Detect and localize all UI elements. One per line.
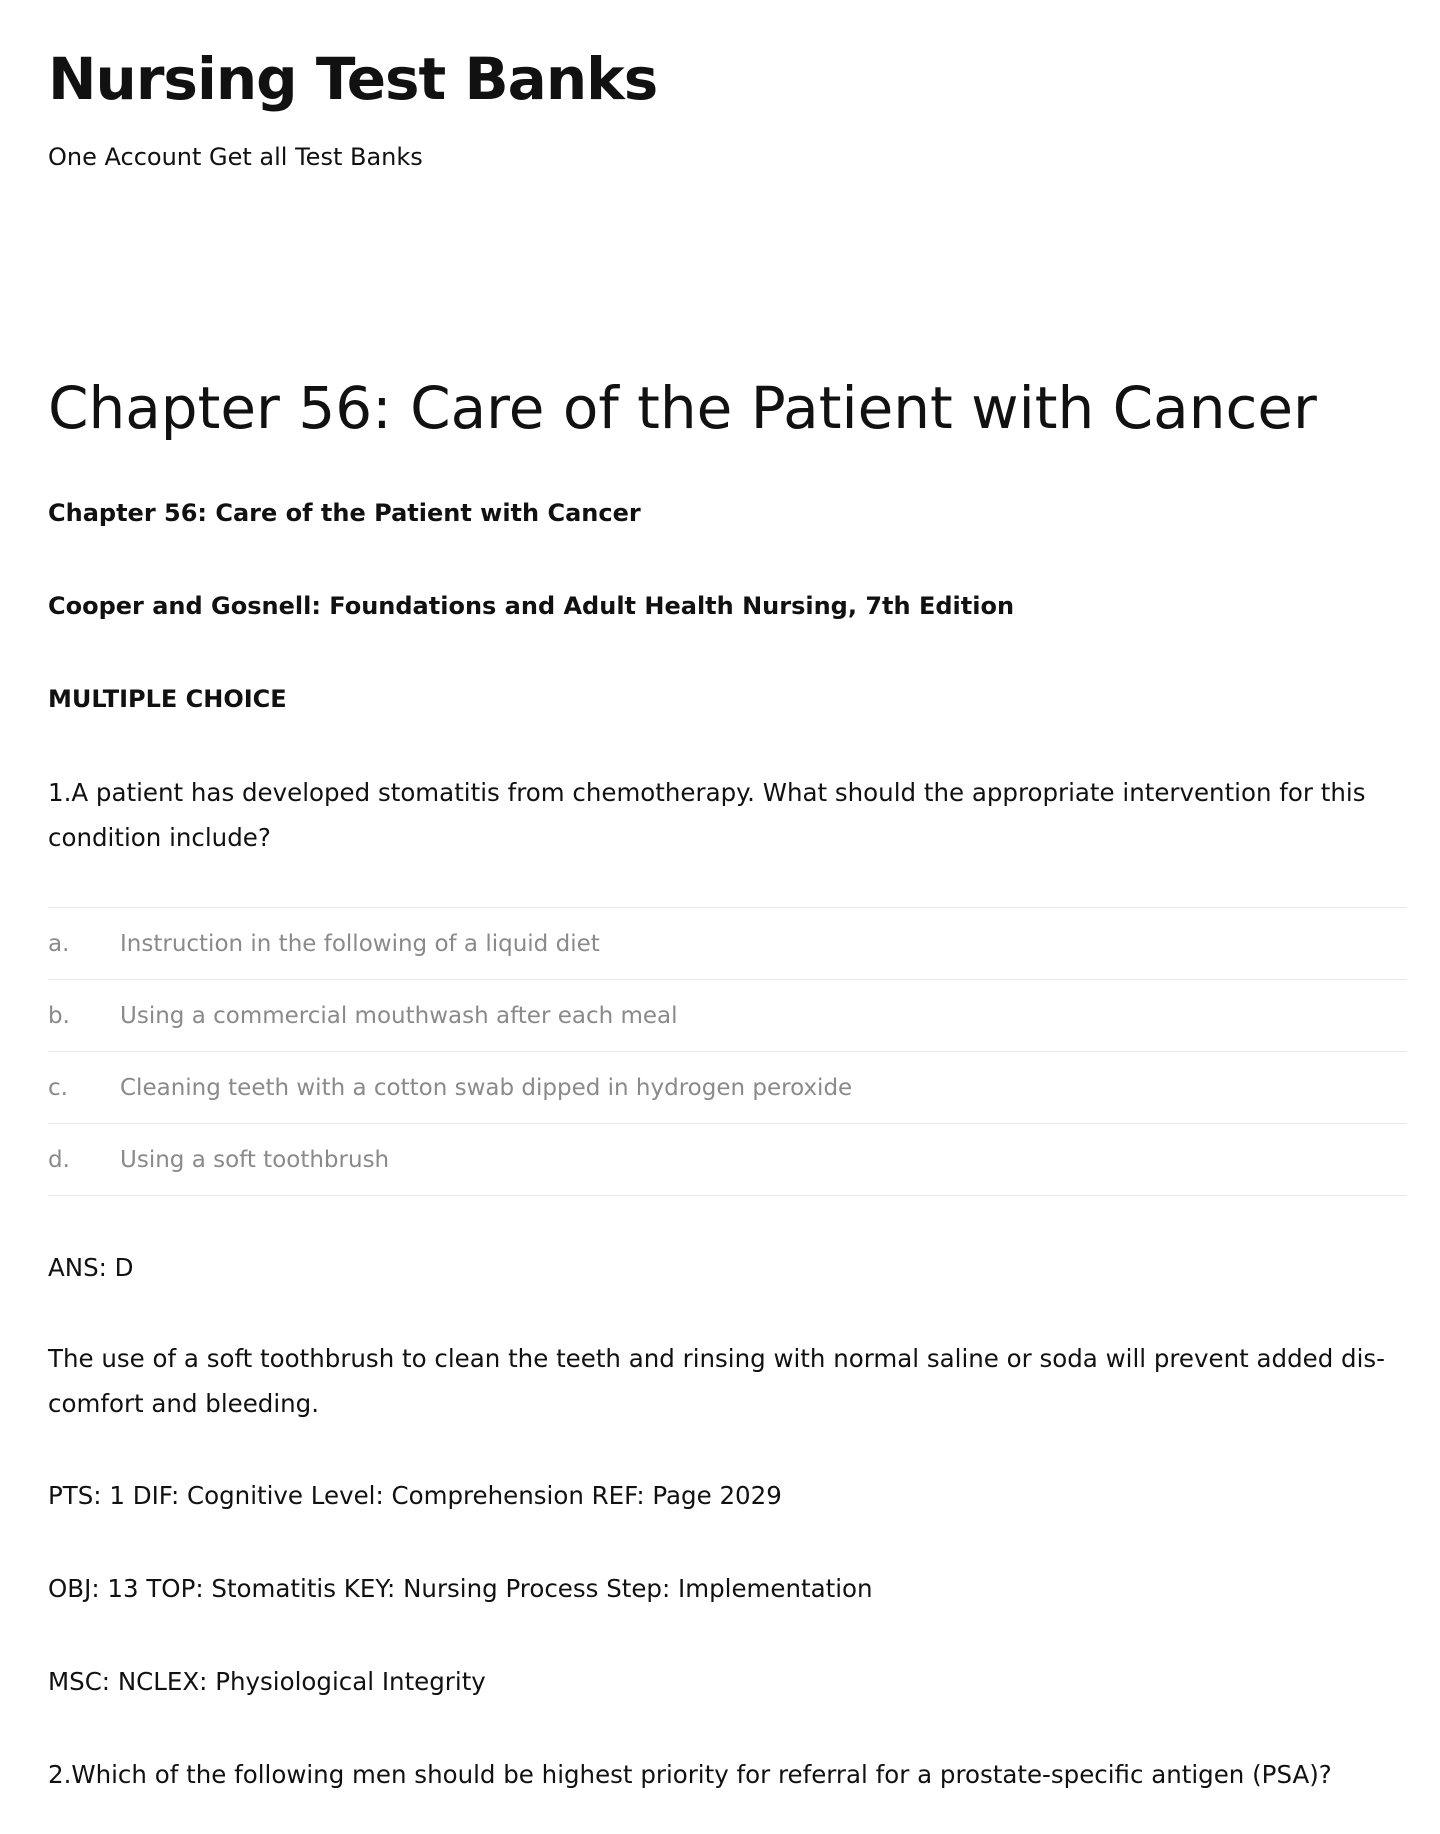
question-1-options — [48, 907, 1406, 1196]
site-tagline: One Account Get all Test Banks — [48, 143, 423, 171]
option-letter: b. — [48, 1002, 70, 1029]
option-a — [48, 908, 1406, 980]
option-text: Cleaning teeth with a cotton swab dipped in hydrogen peroxide — [120, 1074, 853, 1101]
option-letter: c. — [48, 1074, 68, 1101]
answer-rationale: The use of a soft toothbrush to clean the teeth and rinsing with normal saline or soda will prevent added dis-comfort and bleeding. — [48, 1344, 1385, 1418]
chapter-subheading: Chapter 56: Care of the Patient with Cancer — [48, 499, 641, 527]
book-title: Cooper and Gosnell: Foundations and Adult Health Nursing, 7th Edition — [48, 592, 1015, 620]
site-title: Nursing Test Banks — [48, 45, 658, 113]
option-c — [48, 1052, 1406, 1124]
option-text: Using a soft toothbrush — [120, 1146, 390, 1173]
option-text: Using a commercial mouthwash after each meal — [120, 1002, 678, 1029]
section-heading: MULTIPLE CHOICE — [48, 685, 287, 713]
option-letter: d. — [48, 1146, 70, 1173]
option-letter: a. — [48, 930, 70, 957]
question-meta-pts: PTS: 1 DIF: Cognitive Level: Comprehension REF: Page 2029 — [48, 1481, 782, 1510]
option-text: Instruction in the following of a liquid diet — [120, 930, 600, 957]
question-meta-obj: OBJ: 13 TOP: Stomatitis KEY: Nursing Process Step: Implementation — [48, 1574, 873, 1603]
answer-key: ANS: D — [48, 1253, 134, 1282]
option-b — [48, 980, 1406, 1052]
question-meta-msc: MSC: NCLEX: Physiological Integrity — [48, 1667, 486, 1696]
chapter-heading: Chapter 56: Care of the Patient with Cancer — [48, 374, 1317, 442]
option-d — [48, 1124, 1406, 1196]
question-2-text: 2.Which of the following men should be highest priority for referral for a prostate-specific antigen (PSA)? — [48, 1760, 1332, 1789]
question-1-text: 1.A patient has developed stomatitis from chemotherapy. What should the appropriate intervention for this condition include? — [48, 778, 1366, 852]
